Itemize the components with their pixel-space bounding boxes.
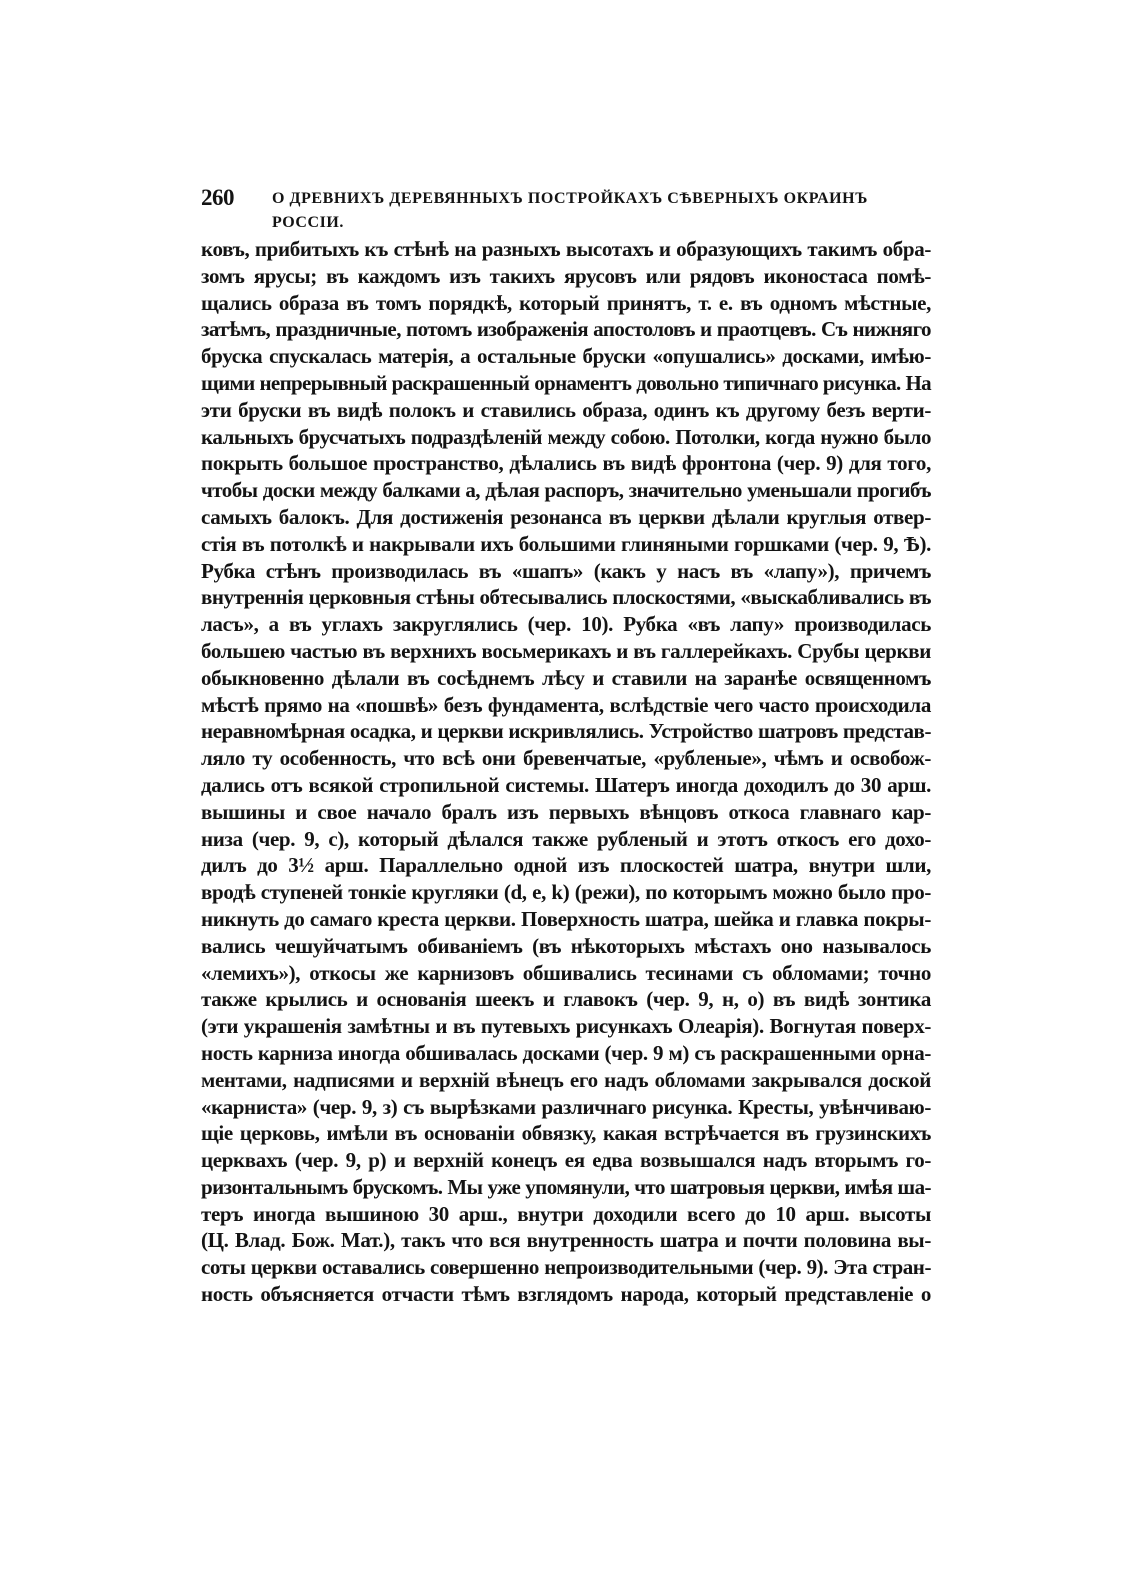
text-line: неравномѣрная осадка, и церкви искривлялись. Устройство шатровъ представ-	[201, 719, 931, 744]
text-line: (эти украшенія замѣтны и въ путевыхъ рисункахъ Олеарія). Вогнутая поверх-	[201, 1014, 931, 1039]
text-line: Рубка стѣнъ производилась въ «шапъ» (какъ у насъ въ «лапу»), причемъ	[201, 558, 931, 583]
text-line: также крылись и основанія шеекъ и главокъ (чер. 9, н, o) въ видѣ зонтика	[201, 987, 931, 1012]
text-line: ментами, надписями и верхній вѣнецъ его надъ обломами закрывался доской	[201, 1067, 931, 1092]
text-line: дилъ до 3½ арш. Параллельно одной изъ плоскостей шатра, внутри шли,	[201, 853, 931, 878]
text-line: теръ иногда вышиною 30 арш., внутри доходили всего до 10 арш. высоты	[201, 1201, 931, 1226]
text-line: затѣмъ, праздничные, потомъ изображенія апостоловъ и праотцевъ. Съ нижняго	[201, 317, 931, 342]
text-line: чтобы доски между балками a, дѣлая распоръ, значительно уменьшали прогибъ	[201, 478, 931, 503]
text-line: ласъ», а въ углахъ закруглялись (чер. 10). Рубка «въ лапу» производилась	[201, 612, 931, 637]
text-line: обыкновенно дѣлали въ сосѣднемъ лѣсу и ставили на заранѣе освященномъ	[201, 665, 931, 690]
text-line: стія въ потолкѣ и накрывали ихъ большими глиняными горшками (чер. 9, Ѣ).	[201, 531, 931, 556]
text-line: ность карниза иногда обшивалась досками (чер. 9 м) съ раскрашенными орна-	[201, 1040, 931, 1065]
text-line: щіе церковь, имѣли въ основаніи обвязку, какая встрѣчается въ грузинскихъ	[201, 1121, 931, 1146]
text-line: вышины и свое начало бралъ изъ первыхъ вѣнцовъ откоса главнаго кар-	[201, 799, 931, 824]
text-line: самыхъ балокъ. Для достиженія резонанса въ церкви дѣлали круглыя отвер-	[201, 504, 931, 529]
text-line: эти бруски въ видѣ полокъ и ставились образа, одинъ къ другому безъ верти-	[201, 397, 931, 422]
text-line: «лемихъ»), откосы же карнизовъ обшивались тесинами съ обломами; точно	[201, 960, 931, 985]
text-line: вались чешуйчатымъ обиваніемъ (въ нѣкоторыхъ мѣстахъ оно называлось	[201, 933, 931, 958]
text-line: мѣстѣ прямо на «пошвѣ» безъ фундамента, вслѣдствіе чего часто происходила	[201, 692, 931, 717]
text-line: большею частью въ верхнихъ восьмерикахъ и въ галлерейкахъ. Срубы церкви	[201, 638, 931, 663]
text-line: щими непрерывный раскрашенный орнаментъ довольно типичнаго рисунка. На	[201, 370, 931, 395]
text-line: вродѣ ступеней тонкіе кругляки (d, e, k) (режи), по которымъ можно было про-	[201, 880, 931, 905]
text-line: никнуть до самаго креста церкви. Поверхность шатра, шейка и главка покры-	[201, 906, 931, 931]
text-line: щались образа въ томъ порядкѣ, который принятъ, т. е. въ одномъ мѣстные,	[201, 290, 931, 315]
text-line: церквахъ (чер. 9, р) и верхній конецъ ея едва возвышался надъ вторымъ го-	[201, 1148, 931, 1173]
text-line: (Ц. Влад. Бож. Мат.), такъ что вся внутренность шатра и почти половина вы-	[201, 1228, 931, 1253]
text-line: ляло ту особенность, что всѣ они бревенчатые, «рубленые», чѣмъ и освобож-	[201, 746, 931, 771]
text-line: ность объясняется отчасти тѣмъ взглядомъ народа, который представленіе о	[201, 1282, 931, 1307]
page-number: 260	[201, 185, 234, 210]
text-line: зомъ ярусы; въ каждомъ изъ такихъ ярусовъ или рядовъ иконостаса помѣ-	[201, 263, 931, 288]
text-line: соты церкви оставались совершенно непроизводительными (чер. 9). Эта стран-	[201, 1255, 931, 1280]
page-header	[201, 183, 921, 231]
text-line: кальныхъ брусчатыхъ подраздѣленій между собою. Потолки, когда нужно было	[201, 424, 931, 449]
running-title: О ДРЕВНИХЪ ДЕРЕВЯННЫХЪ ПОСТРОЙКАХЪ СѢВЕРНЫХЪ ОКРАИНЪ РОССІИ.	[272, 190, 868, 231]
text-line: бруска спускалась матерія, а остальные бруски «опушались» досками, имѣю-	[201, 344, 931, 369]
text-line: дались отъ всякой стропильной системы. Шатеръ иногда доходилъ до 30 арш.	[201, 772, 931, 797]
text-line: ковъ, прибитыхъ къ стѣнѣ на разныхъ высотахъ и образующихъ такимъ обра-	[201, 237, 931, 261]
text-line: низа (чер. 9, c), который дѣлался также рубленый и этотъ откосъ его дохо-	[201, 826, 931, 851]
text-line: покрыть большое пространство, дѣлались въ видѣ фронтона (чер. 9) для того,	[201, 451, 931, 476]
text-line: ризонтальнымъ брускомъ. Мы уже упомянули, что шатровыя церкви, имѣя ша-	[201, 1174, 931, 1199]
text-line: внутреннія церковныя стѣны обтесывались плоскостями, «выскабливались въ	[201, 585, 931, 610]
body-text	[201, 236, 931, 1308]
text-line: «карниста» (чер. 9, з) съ вырѣзками различнаго рисунка. Кресты, увѣнчиваю-	[201, 1094, 931, 1119]
